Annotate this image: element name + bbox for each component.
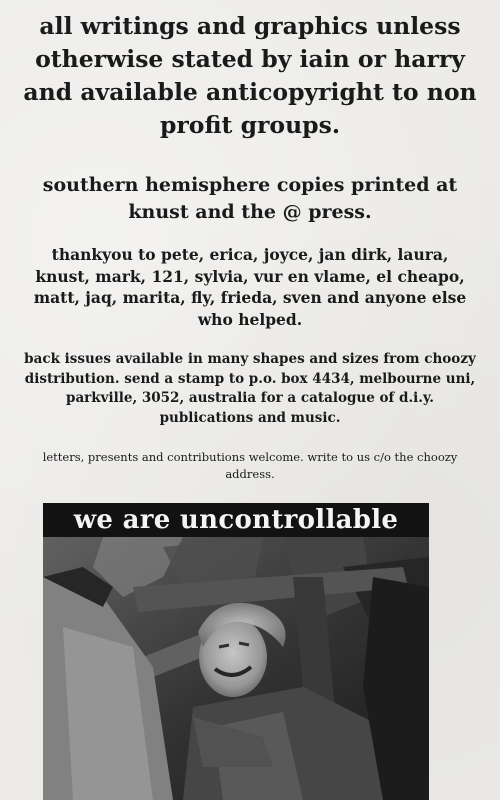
photo-title: we are uncontrollable — [43, 503, 429, 537]
copyright-notice: all writings and graphics unless otherwise stated by iain or harry and available anticopyright to non profit groups. — [23, 12, 477, 139]
back-issues-notice: back issues available in many shapes and sizes from choozy distribution. send a stamp to p.o. box 4434, melbourne uni, parkville, 3052, australia for a catalogue of d.i.y. publications and music. — [24, 351, 476, 426]
printing-credit: southern hemisphere copies printed at knust and the @ press. — [42, 174, 458, 223]
letters-notice: letters, presents and contributions welcome. write to us c/o the choozy address. — [42, 450, 458, 481]
protest-photo — [43, 503, 429, 800]
photo-image — [43, 537, 429, 800]
thankyou-list: thankyou to pete, erica, joyce, jan dirk, laura, knust, mark, 121, sylvia, vur en vlame, el cheapo, matt, jaq, marita, fly, frieda, sven and anyone else who helped. — [33, 245, 467, 329]
